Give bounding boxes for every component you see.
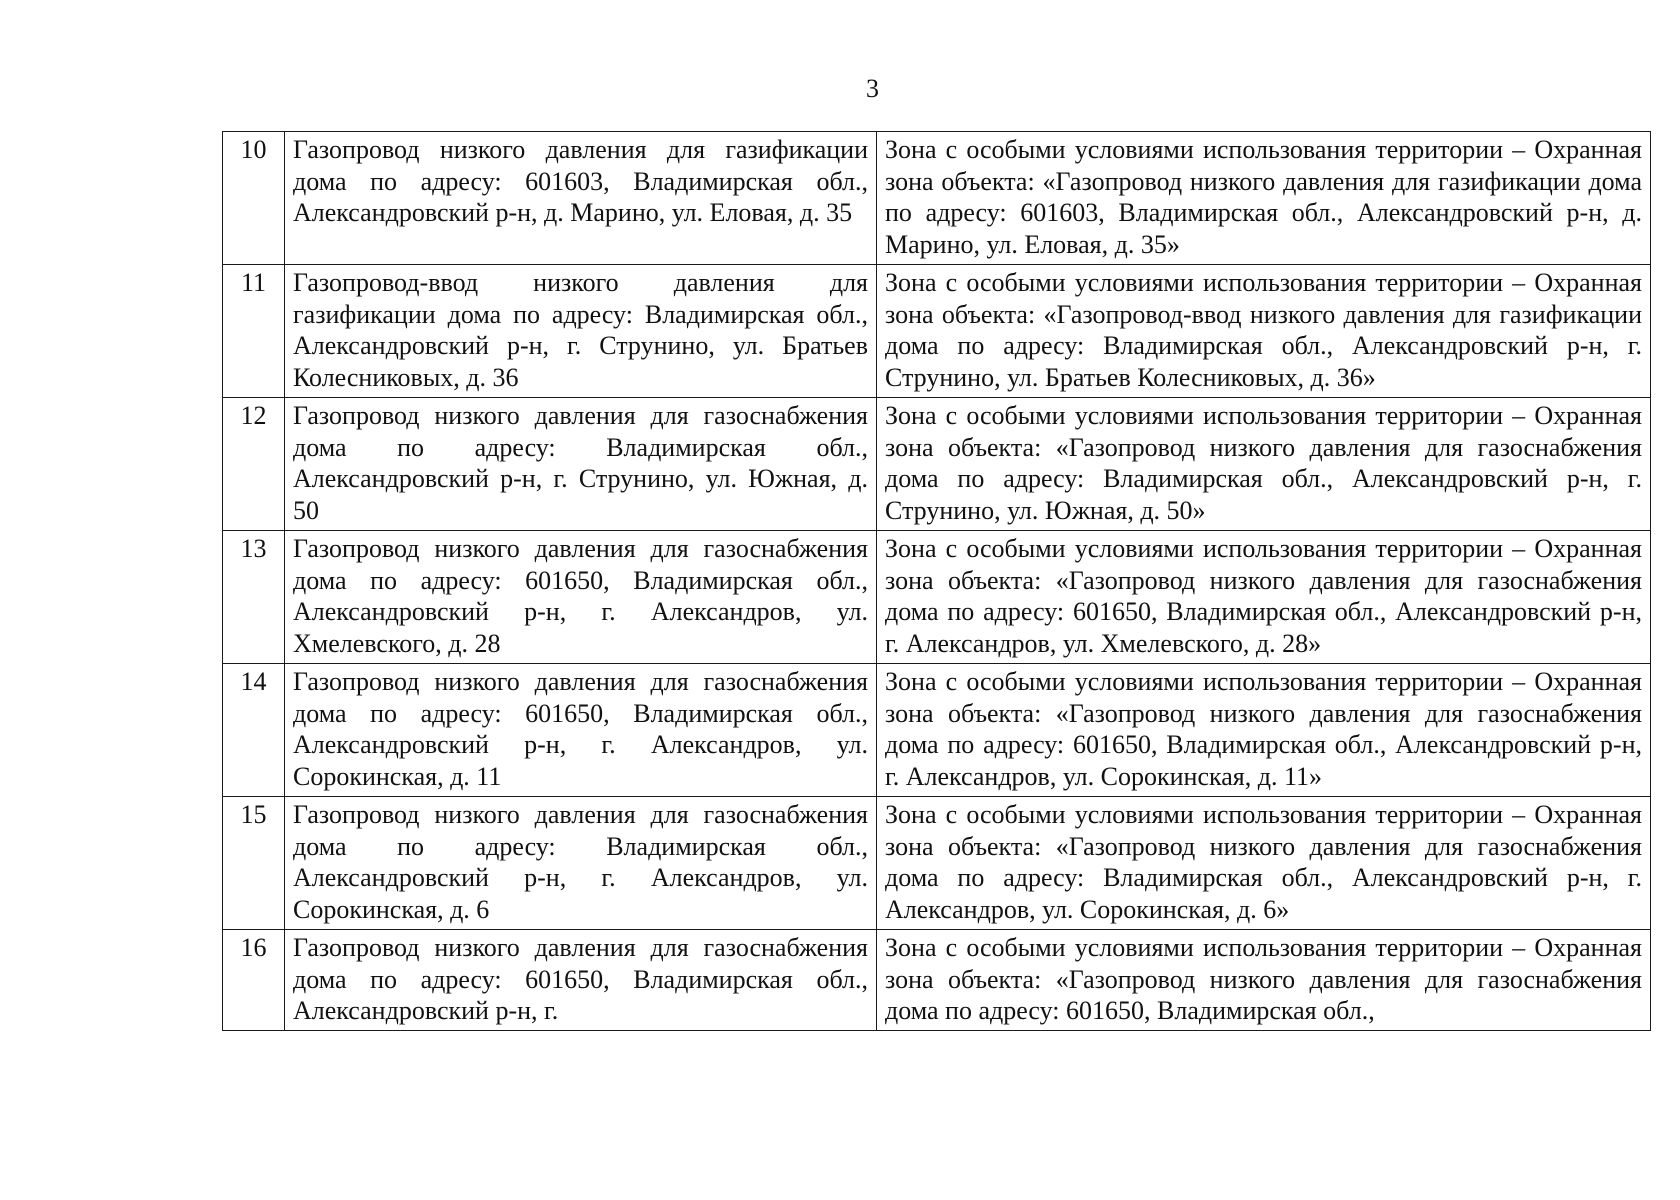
- row-number: 14: [223, 664, 285, 797]
- zone-description: Зона с особыми условиями использования территории – Охранная зона объекта: «Газопровод низкого давления для газоснабжения дома по адресу: 601650, Владимирская обл., Александровский р-н, г. Александров, ул. Хмелевского, д. 28»: [877, 531, 1651, 664]
- zones-table: [222, 131, 1651, 1031]
- row-number: 13: [223, 531, 285, 664]
- row-number-text: 16: [240, 933, 267, 962]
- object-description: [285, 930, 877, 1031]
- row-number: 12: [223, 398, 285, 531]
- object-description: Газопровод низкого давления для газоснабжения дома по адресу: Владимирская обл., Александровский р-н, г. Струнино, ул. Южная, д. 50: [285, 398, 877, 531]
- zone-description-text: Зона с особыми условиями использования территории – Охранная зона объекта: «Газопровод низкого давления для газоснабжения дома по адресу: 601650, Владимирская обл.,: [885, 933, 1642, 1025]
- zone-description: [877, 930, 1651, 1031]
- row-number: 11: [223, 265, 285, 398]
- row-number: [223, 930, 285, 1031]
- object-description: Газопровод низкого давления для газоснабжения дома по адресу: 601650, Владимирская обл., Александровский р-н, г. Александров, ул. Хмелевского, д. 28: [285, 531, 877, 664]
- page-number: 3: [866, 74, 879, 103]
- table-row: [223, 398, 1651, 531]
- zone-description: Зона с особыми условиями использования территории – Охранная зона объекта: «Газопровод-ввод низкого давления для газификации дома по адресу: Владимирская обл., Александровский р-н, г. Струнино, ул. Братьев Колесниковых, д. 36»: [877, 265, 1651, 398]
- zone-description: Зона с особыми условиями использования территории – Охранная зона объекта: «Газопровод низкого давления для газоснабжения дома по адресу: Владимирская обл., Александровский р-н, г. Струнино, ул. Южная, д. 50»: [877, 398, 1651, 531]
- table-row: [223, 531, 1651, 664]
- table-row: [223, 797, 1651, 930]
- object-description-text: Газопровод низкого давления для газоснабжения дома по адресу: 601650, Владимирская обл., Александровский р-н, г.: [293, 933, 868, 1025]
- table-row: [223, 664, 1651, 797]
- zone-description: Зона с особыми условиями использования территории – Охранная зона объекта: «Газопровод низкого давления для газоснабжения дома по адресу: Владимирская обл., Александровский р-н, г. Александров, ул. Сорокинская, д. 6»: [877, 797, 1651, 930]
- table-row: [223, 265, 1651, 398]
- table-row: [223, 930, 1651, 1031]
- row-number: 10: [223, 132, 285, 265]
- object-description: Газопровод низкого давления для газоснабжения дома по адресу: 601650, Владимирская обл., Александровский р-н, г. Александров, ул. Сорокинская, д. 11: [285, 664, 877, 797]
- table-row: [223, 132, 1651, 265]
- zone-description: Зона с особыми условиями использования территории – Охранная зона объекта: «Газопровод низкого давления для газоснабжения дома по адресу: 601650, Владимирская обл., Александровский р-н, г. Александров, ул. Сорокинская, д. 11»: [877, 664, 1651, 797]
- object-description: Газопровод низкого давления для газификации дома по адресу: 601603, Владимирская обл., Александровский р-н, д. Марино, ул. Еловая, д. 35: [285, 132, 877, 265]
- object-description: Газопровод-ввод низкого давления для газификации дома по адресу: Владимирская обл., Александровский р-н, г. Струнино, ул. Братьев Колесниковых, д. 36: [285, 265, 877, 398]
- object-description: Газопровод низкого давления для газоснабжения дома по адресу: Владимирская обл., Александровский р-н, г. Александров, ул. Сорокинская, д. 6: [285, 797, 877, 930]
- row-number: 15: [223, 797, 285, 930]
- zone-description: Зона с особыми условиями использования территории – Охранная зона объекта: «Газопровод низкого давления для газификации дома по адресу: 601603, Владимирская обл., Александровский р-н, д. Марино, ул. Еловая, д. 35»: [877, 132, 1651, 265]
